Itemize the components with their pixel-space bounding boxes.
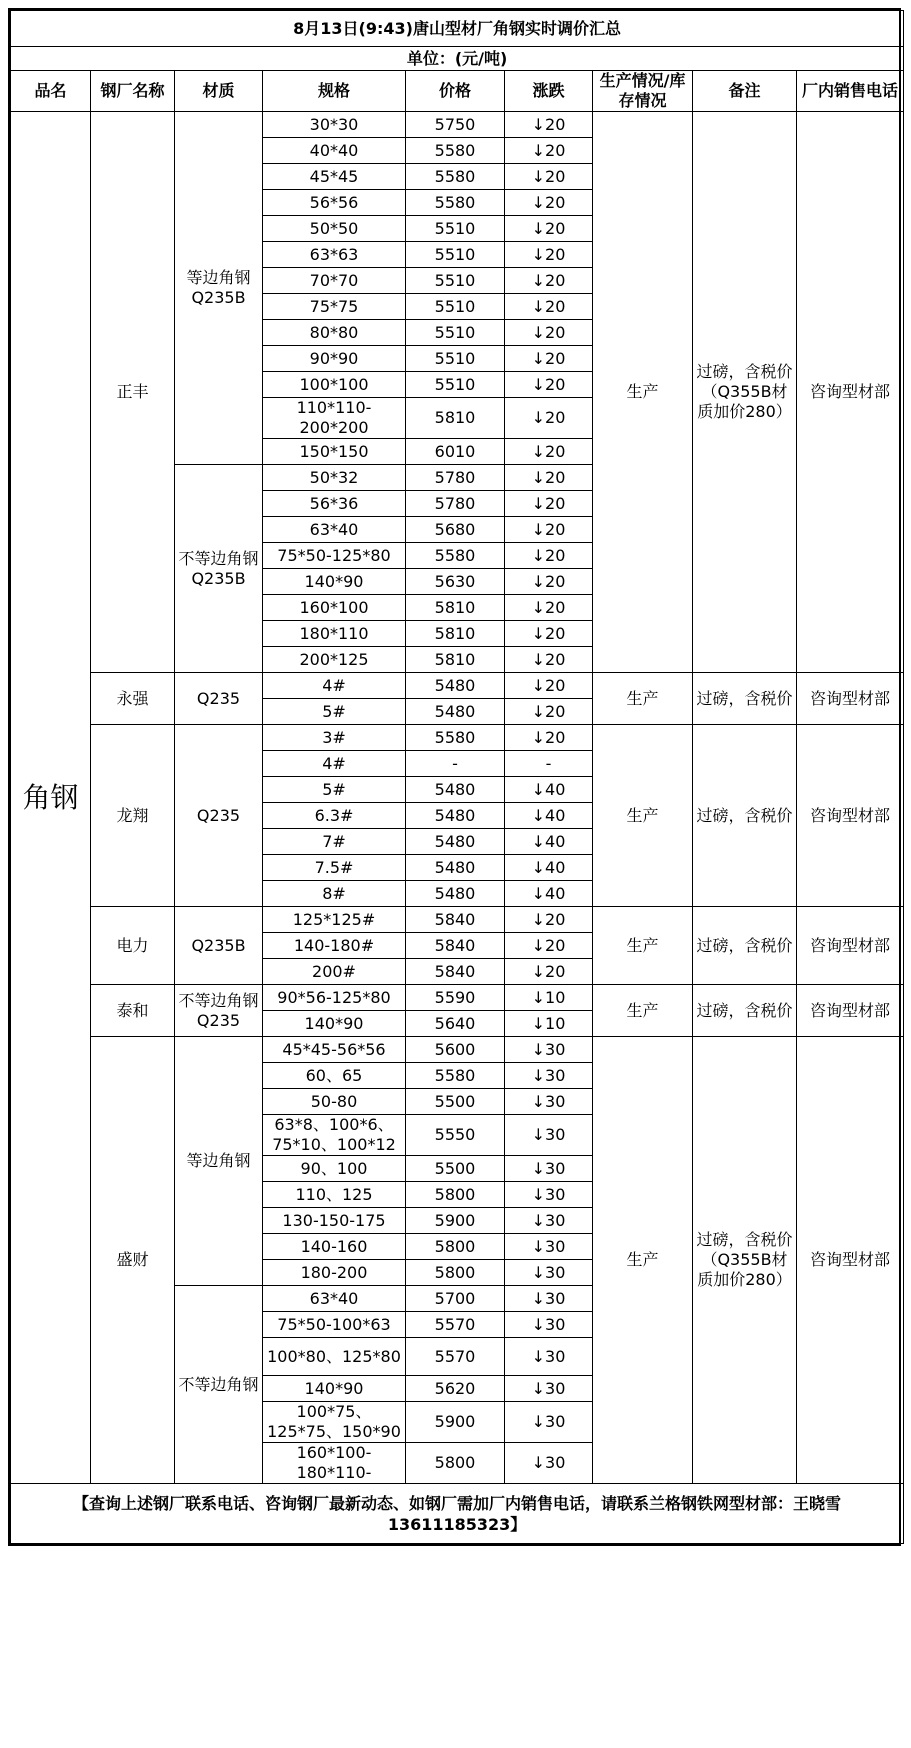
- price-cell: 5570: [406, 1312, 505, 1338]
- mill-name: 盛财: [91, 1037, 175, 1484]
- price-cell: 5800: [406, 1182, 505, 1208]
- material-cell: 不等边角钢Q235: [175, 985, 263, 1037]
- mill-name: 泰和: [91, 985, 175, 1037]
- header-spec: 规格: [263, 71, 406, 112]
- spec-cell: 100*80、125*80: [263, 1338, 406, 1376]
- status-cell: 生产: [593, 1037, 693, 1484]
- change-cell: ↓20: [505, 138, 593, 164]
- change-cell: ↓20: [505, 543, 593, 569]
- price-cell: 5510: [406, 216, 505, 242]
- change-cell: ↓30: [505, 1338, 593, 1376]
- price-cell: 5500: [406, 1156, 505, 1182]
- spec-cell: 140-160: [263, 1234, 406, 1260]
- spec-cell: 63*40: [263, 517, 406, 543]
- spec-cell: 60、65: [263, 1063, 406, 1089]
- change-cell: ↓20: [505, 699, 593, 725]
- price-cell: 5780: [406, 465, 505, 491]
- price-cell: 5640: [406, 1011, 505, 1037]
- spec-cell: 90、100: [263, 1156, 406, 1182]
- status-cell: 生产: [593, 907, 693, 985]
- spec-cell: 70*70: [263, 268, 406, 294]
- change-cell: ↓20: [505, 569, 593, 595]
- phone-cell: 咨询型材部: [797, 907, 904, 985]
- price-cell: 5600: [406, 1037, 505, 1063]
- spec-cell: 75*50-125*80: [263, 543, 406, 569]
- spec-cell: 75*50-100*63: [263, 1312, 406, 1338]
- spec-cell: 125*125#: [263, 907, 406, 933]
- price-sheet: [8, 8, 901, 1546]
- price-cell: 5810: [406, 595, 505, 621]
- table-row: [11, 1037, 904, 1063]
- change-cell: ↓20: [505, 907, 593, 933]
- price-cell: 6010: [406, 439, 505, 465]
- table-body: [11, 112, 904, 1484]
- header-row: [11, 71, 904, 112]
- spec-cell: 50-80: [263, 1089, 406, 1115]
- spec-cell: 4#: [263, 673, 406, 699]
- price-cell: 5550: [406, 1115, 505, 1156]
- note-cell: 过磅，含税价: [693, 725, 797, 907]
- spec-cell: 140-180#: [263, 933, 406, 959]
- price-cell: 5510: [406, 268, 505, 294]
- change-cell: ↓20: [505, 398, 593, 439]
- spec-cell: 160*100-180*110-: [263, 1443, 406, 1484]
- table-row: [11, 907, 904, 933]
- change-cell: ↓20: [505, 439, 593, 465]
- change-cell: ↓10: [505, 985, 593, 1011]
- page-title: 8月13日(9:43)唐山型材厂角钢实时调价汇总: [11, 11, 904, 47]
- price-cell: 5800: [406, 1234, 505, 1260]
- price-cell: 5580: [406, 138, 505, 164]
- price-cell: 5810: [406, 647, 505, 673]
- unit-label: 单位：(元/吨): [11, 47, 904, 71]
- header-change: 涨跌: [505, 71, 593, 112]
- change-cell: ↓30: [505, 1402, 593, 1443]
- change-cell: -: [505, 751, 593, 777]
- mill-name: 电力: [91, 907, 175, 985]
- change-cell: ↓30: [505, 1312, 593, 1338]
- price-cell: 5840: [406, 907, 505, 933]
- table-row: [11, 673, 904, 699]
- price-cell: 5630: [406, 569, 505, 595]
- status-cell: 生产: [593, 725, 693, 907]
- change-cell: ↓30: [505, 1089, 593, 1115]
- spec-cell: 45*45-56*56: [263, 1037, 406, 1063]
- phone-cell: 咨询型材部: [797, 985, 904, 1037]
- change-cell: ↓30: [505, 1115, 593, 1156]
- price-cell: 5480: [406, 829, 505, 855]
- spec-cell: 7.5#: [263, 855, 406, 881]
- price-cell: -: [406, 751, 505, 777]
- spec-cell: 140*90: [263, 1376, 406, 1402]
- header-mill: 钢厂名称: [91, 71, 175, 112]
- note-cell: 过磅，含税价（Q355B材质加价280）: [693, 112, 797, 673]
- change-cell: ↓40: [505, 829, 593, 855]
- material-cell: 不等边角钢: [175, 1286, 263, 1484]
- change-cell: ↓30: [505, 1037, 593, 1063]
- change-cell: ↓20: [505, 164, 593, 190]
- change-cell: ↓30: [505, 1443, 593, 1484]
- change-cell: ↓40: [505, 803, 593, 829]
- change-cell: ↓10: [505, 1011, 593, 1037]
- spec-cell: 110*110-200*200: [263, 398, 406, 439]
- spec-cell: 75*75: [263, 294, 406, 320]
- change-cell: ↓20: [505, 673, 593, 699]
- change-cell: ↓20: [505, 959, 593, 985]
- price-cell: 5580: [406, 164, 505, 190]
- status-cell: 生产: [593, 985, 693, 1037]
- material-cell: 等边角钢: [175, 1037, 263, 1286]
- spec-cell: 50*32: [263, 465, 406, 491]
- change-cell: ↓20: [505, 491, 593, 517]
- spec-cell: 7#: [263, 829, 406, 855]
- price-cell: 5580: [406, 190, 505, 216]
- table-row: [11, 112, 904, 138]
- spec-cell: 30*30: [263, 112, 406, 138]
- spec-cell: 56*36: [263, 491, 406, 517]
- change-cell: ↓30: [505, 1182, 593, 1208]
- spec-cell: 180*110: [263, 621, 406, 647]
- phone-cell: 咨询型材部: [797, 1037, 904, 1484]
- spec-cell: 4#: [263, 751, 406, 777]
- note-cell: 过磅，含税价: [693, 673, 797, 725]
- price-cell: 5510: [406, 346, 505, 372]
- change-cell: ↓20: [505, 465, 593, 491]
- spec-cell: 130-150-175: [263, 1208, 406, 1234]
- spec-cell: 63*40: [263, 1286, 406, 1312]
- spec-cell: 140*90: [263, 569, 406, 595]
- spec-cell: 6.3#: [263, 803, 406, 829]
- price-cell: 5480: [406, 699, 505, 725]
- price-cell: 5580: [406, 543, 505, 569]
- price-cell: 5500: [406, 1089, 505, 1115]
- spec-cell: 150*150: [263, 439, 406, 465]
- spec-cell: 200#: [263, 959, 406, 985]
- phone-cell: 咨询型材部: [797, 112, 904, 673]
- price-cell: 5840: [406, 933, 505, 959]
- header-material: 材质: [175, 71, 263, 112]
- price-cell: 5510: [406, 320, 505, 346]
- change-cell: ↓40: [505, 881, 593, 907]
- price-cell: 5900: [406, 1208, 505, 1234]
- category-cell: 角钢: [11, 112, 91, 1484]
- status-cell: 生产: [593, 112, 693, 673]
- material-cell: Q235B: [175, 907, 263, 985]
- price-cell: 5510: [406, 294, 505, 320]
- change-cell: ↓40: [505, 777, 593, 803]
- change-cell: ↓20: [505, 190, 593, 216]
- change-cell: ↓20: [505, 372, 593, 398]
- price-cell: 5680: [406, 517, 505, 543]
- spec-cell: 160*100: [263, 595, 406, 621]
- material-cell: Q235: [175, 725, 263, 907]
- note-cell: 过磅，含税价: [693, 907, 797, 985]
- change-cell: ↓20: [505, 621, 593, 647]
- change-cell: ↓20: [505, 320, 593, 346]
- header-product: 品名: [11, 71, 91, 112]
- footer-contact: 【查询上述钢厂联系电话、咨询钢厂最新动态、如钢厂需加厂内销售电话，请联系兰格钢铁网型材部：王晓雪13611185323】: [11, 1484, 904, 1544]
- price-cell: 5590: [406, 985, 505, 1011]
- change-cell: ↓30: [505, 1208, 593, 1234]
- change-cell: ↓20: [505, 647, 593, 673]
- price-cell: 5840: [406, 959, 505, 985]
- mill-name: 永强: [91, 673, 175, 725]
- change-cell: ↓20: [505, 595, 593, 621]
- change-cell: ↓30: [505, 1063, 593, 1089]
- price-cell: 5750: [406, 112, 505, 138]
- spec-cell: 63*8、100*6、75*10、100*12: [263, 1115, 406, 1156]
- header-price: 价格: [406, 71, 505, 112]
- spec-cell: 110、125: [263, 1182, 406, 1208]
- spec-cell: 5#: [263, 777, 406, 803]
- header-note: 备注: [693, 71, 797, 112]
- spec-cell: 90*90: [263, 346, 406, 372]
- price-cell: 5810: [406, 621, 505, 647]
- phone-cell: 咨询型材部: [797, 673, 904, 725]
- phone-cell: 咨询型材部: [797, 725, 904, 907]
- price-cell: 5810: [406, 398, 505, 439]
- price-table: [10, 10, 904, 1544]
- spec-cell: 50*50: [263, 216, 406, 242]
- price-cell: 5700: [406, 1286, 505, 1312]
- change-cell: ↓20: [505, 517, 593, 543]
- material-cell: Q235: [175, 673, 263, 725]
- spec-cell: 3#: [263, 725, 406, 751]
- price-cell: 5480: [406, 881, 505, 907]
- change-cell: ↓30: [505, 1234, 593, 1260]
- change-cell: ↓20: [505, 346, 593, 372]
- change-cell: ↓20: [505, 268, 593, 294]
- spec-cell: 5#: [263, 699, 406, 725]
- price-cell: 5620: [406, 1376, 505, 1402]
- spec-cell: 56*56: [263, 190, 406, 216]
- spec-cell: 63*63: [263, 242, 406, 268]
- price-cell: 5780: [406, 491, 505, 517]
- change-cell: ↓30: [505, 1286, 593, 1312]
- material-cell: 等边角钢Q235B: [175, 112, 263, 465]
- price-cell: 5580: [406, 725, 505, 751]
- header-phone: 厂内销售电话: [797, 71, 904, 112]
- spec-cell: 100*100: [263, 372, 406, 398]
- change-cell: ↓30: [505, 1376, 593, 1402]
- price-cell: 5480: [406, 673, 505, 699]
- price-cell: 5510: [406, 372, 505, 398]
- note-cell: 过磅，含税价: [693, 985, 797, 1037]
- price-cell: 5480: [406, 777, 505, 803]
- note-cell: 过磅，含税价（Q355B材质加价280）: [693, 1037, 797, 1484]
- price-cell: 5800: [406, 1443, 505, 1484]
- mill-name: 龙翔: [91, 725, 175, 907]
- mill-name: 正丰: [91, 112, 175, 673]
- change-cell: ↓20: [505, 216, 593, 242]
- spec-cell: 8#: [263, 881, 406, 907]
- change-cell: ↓20: [505, 112, 593, 138]
- spec-cell: 200*125: [263, 647, 406, 673]
- price-cell: 5800: [406, 1260, 505, 1286]
- status-cell: 生产: [593, 673, 693, 725]
- change-cell: ↓20: [505, 294, 593, 320]
- price-cell: 5580: [406, 1063, 505, 1089]
- spec-cell: 90*56-125*80: [263, 985, 406, 1011]
- change-cell: ↓20: [505, 933, 593, 959]
- spec-cell: 80*80: [263, 320, 406, 346]
- spec-cell: 40*40: [263, 138, 406, 164]
- spec-cell: 180-200: [263, 1260, 406, 1286]
- table-row: [11, 985, 904, 1011]
- price-cell: 5510: [406, 242, 505, 268]
- change-cell: ↓20: [505, 242, 593, 268]
- price-cell: 5900: [406, 1402, 505, 1443]
- change-cell: ↓40: [505, 855, 593, 881]
- spec-cell: 45*45: [263, 164, 406, 190]
- price-cell: 5480: [406, 855, 505, 881]
- price-cell: 5480: [406, 803, 505, 829]
- spec-cell: 100*75、125*75、150*90: [263, 1402, 406, 1443]
- header-status: 生产情况/库存情况: [593, 71, 693, 112]
- change-cell: ↓30: [505, 1156, 593, 1182]
- price-cell: 5570: [406, 1338, 505, 1376]
- spec-cell: 140*90: [263, 1011, 406, 1037]
- table-row: [11, 725, 904, 751]
- material-cell: 不等边角钢Q235B: [175, 465, 263, 673]
- change-cell: ↓20: [505, 725, 593, 751]
- change-cell: ↓30: [505, 1260, 593, 1286]
